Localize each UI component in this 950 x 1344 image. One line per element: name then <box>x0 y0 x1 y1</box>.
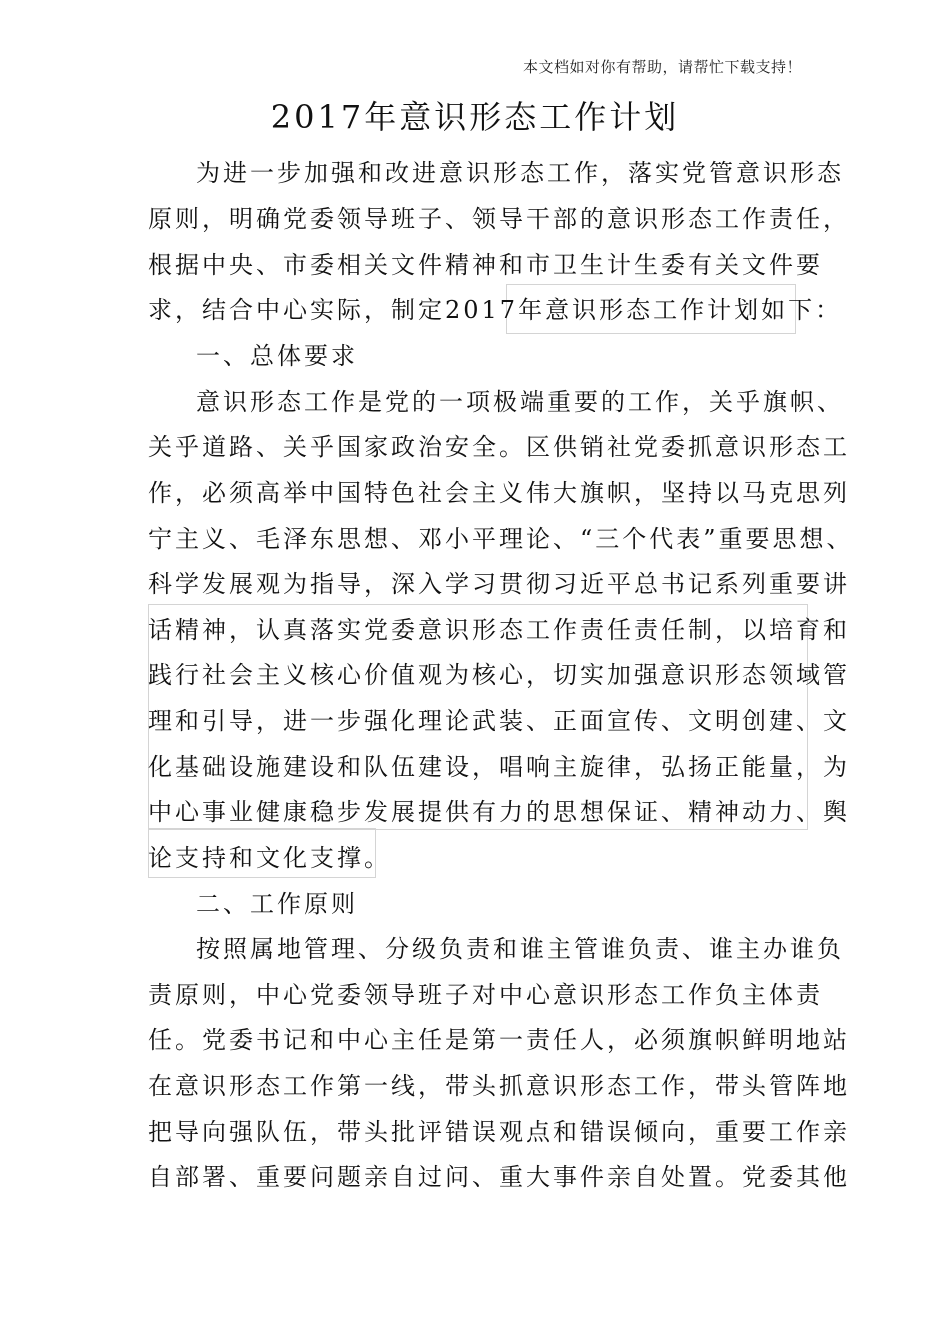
paragraph-line: 责原则，中心党委领导班子对中心意识形态工作负主体责 <box>148 981 823 1009</box>
section-heading: 一、总体要求 <box>196 342 358 370</box>
paragraph-line: 按照属地管理、分级负责和谁主管谁负责、谁主办谁负 <box>196 935 844 963</box>
paragraph-line: 关乎道路、关乎国家政治安全。区供销社党委抓意识形态工 <box>148 433 850 461</box>
paragraph-line: 论支持和文化支撑。 <box>148 844 391 872</box>
header-note: 本文档如对你有帮助，请帮忙下载支持！ <box>522 58 802 76</box>
paragraph-line: 宁主义、毛泽东思想、邓小平理论、“三个代表”重要思想、 <box>148 525 854 553</box>
paragraph-line: 践行社会主义核心价值观为核心，切实加强意识形态领域管 <box>148 661 850 689</box>
paragraph-line: 话精神，认真落实党委意识形态工作责任责任制，以培育和 <box>148 616 850 644</box>
paragraph-line: 中心事业健康稳步发展提供有力的思想保证、精神动力、舆 <box>148 798 850 826</box>
paragraph-line: 科学发展观为指导，深入学习贯彻习近平总书记系列重要讲 <box>148 570 850 598</box>
section-heading: 二、工作原则 <box>196 890 358 918</box>
paragraph-line: 原则，明确党委领导班子、领导干部的意识形态工作责任， <box>148 205 850 233</box>
paragraph-line: 为进一步加强和改进意识形态工作，落实党管意识形态 <box>196 159 844 187</box>
paragraph-line: 意识形态工作是党的一项极端重要的工作，关乎旗帜、 <box>196 388 844 416</box>
paragraph-line: 根据中央、市委相关文件精神和市卫生计生委有关文件要 <box>148 251 823 279</box>
paragraph-line: 任。党委书记和中心主任是第一责任人，必须旗帜鲜明地站 <box>148 1026 850 1054</box>
paragraph-line: 自部署、重要问题亲自过问、重大事件亲自处置。党委其他 <box>148 1163 850 1191</box>
paragraph-line: 求，结合中心实际，制定2017年意识形态工作计划如下： <box>148 296 843 324</box>
paragraph-line: 化基础设施建设和队伍建设，唱响主旋律，弘扬正能量，为 <box>148 753 850 781</box>
paragraph-line: 在意识形态工作第一线，带头抓意识形态工作，带头管阵地 <box>148 1072 850 1100</box>
paragraph-line: 理和引导，进一步强化理论武装、正面宣传、文明创建、文 <box>148 707 850 735</box>
document-title: 2017年意识形态工作计划 <box>270 98 680 136</box>
paragraph-line: 把导向强队伍，带头批评错误观点和错误倾向，重要工作亲 <box>148 1118 850 1146</box>
paragraph-line: 作，必须高举中国特色社会主义伟大旗帜，坚持以马克思列 <box>148 479 850 507</box>
